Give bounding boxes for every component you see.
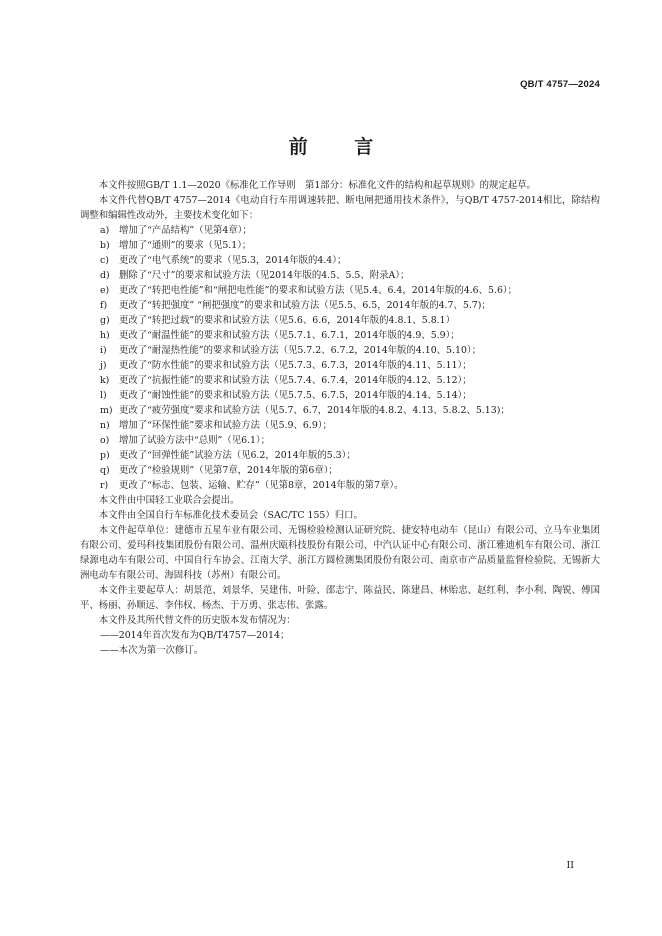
list-item-text: 增加了“产品结构”（见第4章）； bbox=[119, 225, 252, 236]
list-item bbox=[80, 373, 600, 388]
list-item bbox=[80, 343, 600, 358]
list-item bbox=[80, 448, 600, 463]
list-item bbox=[80, 358, 600, 373]
list-item-text: 更改了“耐蚀性能”的要求和试验方法（见5.7.5、6.7.5，2014年版的4.14、5.14）； bbox=[119, 390, 472, 401]
list-item-label: p) bbox=[100, 450, 110, 461]
proposer-paragraph: 本文件由中国轻工业联合会提出。 bbox=[98, 495, 240, 506]
list-item-label: d) bbox=[100, 270, 110, 281]
list-item-label: o) bbox=[100, 435, 110, 446]
list-item-label: k) bbox=[100, 375, 110, 386]
list-item-text: 更改了“电气系统”的要求（见5.3，2014年版的4.4）； bbox=[119, 255, 347, 266]
list-item-text: 更改了“疲劳强度”要求和试验方法（见5.7、6.7，2014年版的4.8.2、4.13、5.8.2、5.13)； bbox=[119, 405, 510, 416]
list-item-text: 增加了“通则”的要求（见5.1）； bbox=[119, 240, 252, 251]
page-title: 前 言 bbox=[288, 136, 394, 158]
list-item-label: j) bbox=[100, 360, 107, 371]
list-item bbox=[80, 268, 600, 283]
drafting-units-paragraph: 本文件起草单位：建德市五星车业有限公司、无锡检验检测认证研究院、捷安特电动车（昆山）有限公司、立马车业集团有限公司、爱玛科技集团股份有限公司、温州庆瓯科技股份有限公司、中汽认证中心有限公司、浙江雅迪机车有限公司、浙江绿源电动车有限公司、中国自行车协会、江南大学、浙江方圆检测集团股份有限公司、南京市产品质量监督检验院、无锡新大洲电动车有限公司、海固科技（苏州）有限公司。 bbox=[80, 525, 600, 581]
list-item-text: 更改了“标志、包装、运输、贮存”（见第8章，2014年版的第7章）。 bbox=[119, 480, 404, 491]
list-item-label: h) bbox=[100, 330, 110, 341]
list-item-label: i) bbox=[100, 345, 107, 356]
list-item-text: 更改了“回弹性能”试验方法（见6.2，2014年版的5.3）； bbox=[119, 450, 356, 461]
list-item bbox=[80, 463, 600, 478]
list-item bbox=[80, 298, 600, 313]
list-item-text: 更改了“转把强度” “闸把强度”的要求和试验方法（见5.5、6.5，2014年版的4.7、5.7)； bbox=[119, 300, 491, 311]
list-item bbox=[80, 313, 600, 328]
list-item bbox=[80, 253, 600, 268]
technical-changes-list bbox=[80, 223, 600, 493]
list-item-label: a) bbox=[100, 225, 110, 236]
page-number: II bbox=[566, 860, 574, 871]
list-item-label: q) bbox=[100, 465, 110, 476]
intro-paragraph: 本文件代替QB/T 4757—2014《电动自行车用调速转把、断电闸把通用技术条件》，与QB/T 4757-2014相比，除结构调整和编辑性改动外，主要技术变化如下： bbox=[80, 195, 600, 221]
list-item-text: 更改了“转把电性能”和“闸把电性能”的要求和试验方法（见5.4、6.4，2014年版的4.6、5.6）； bbox=[119, 285, 517, 296]
list-item-text: 增加了“环保性能”要求和试验方法（见5.9、6.9）； bbox=[119, 420, 332, 431]
list-item-text: 更改了“耐湿热性能”的要求和试验方法（见5.7.2、6.7.2，2014年版的4.10、5.10）； bbox=[119, 345, 481, 356]
list-item bbox=[80, 223, 600, 238]
list-item-label: l) bbox=[100, 390, 107, 401]
list-item-label: r) bbox=[100, 480, 109, 491]
intro-paragraph: 本文件按照GB/T 1.1—2020《标准化工作导则 第1部分：标准化文件的结构和起草规则》的规定起草。 bbox=[98, 180, 536, 191]
list-item-label: c) bbox=[100, 255, 109, 266]
list-item bbox=[80, 433, 600, 448]
list-item-text: 删除了“尺寸”的要求和试验方法（见2014年版的4.5、5.5、附录A）； bbox=[119, 270, 410, 281]
list-item-text: 更改了“转把过载”的要求和试验方法（见5.6、6.6，2014年版的4.8.1、5.8.1） bbox=[119, 315, 455, 326]
list-item bbox=[80, 478, 600, 493]
list-item-text: 更改了“防水性能”的要求和试验方法（见5.7.3、6.7.3，2014年版的4.11、5.11）； bbox=[119, 360, 472, 371]
history-item: ——2014年首次发布为QB/T4757—2014； bbox=[100, 630, 290, 641]
drafters-paragraph: 本文件主要起草人：胡景范、刘景华、吴建伟、叶险、邵志宁、陈益民、陈建昌、林贻忠、赵红利、李小利、陶锐、傅国平、杨丽、孙顺远、李伟权、杨杰、于万勇、张志伟、张露。 bbox=[80, 585, 600, 611]
list-item-text: 更改了“抗振性能”的要求和试验方法（见5.7.4、6.7.4，2014年版的4.12、5.12）； bbox=[119, 375, 472, 386]
list-item-label: g) bbox=[100, 315, 110, 326]
list-item-text: 增加了试验方法中“总则”（见6.1）； bbox=[119, 435, 271, 446]
list-item bbox=[80, 328, 600, 343]
list-item bbox=[80, 418, 600, 433]
history-heading: 本文件及其所代替文件的历史版本发布情况为： bbox=[98, 615, 296, 626]
committee-paragraph: 本文件由全国自行车标准化技术委员会（SAC/TC 155）归口。 bbox=[98, 510, 363, 521]
list-item-label: n) bbox=[100, 420, 110, 431]
list-item-text: 更改了“耐温性能”的要求和试验方法（见5.7.1、6.7.1，2014年版的4.9、5.9）； bbox=[119, 330, 460, 341]
list-item-label: m) bbox=[100, 405, 113, 416]
list-item-label: e) bbox=[100, 285, 110, 296]
standard-code: QB/T 4757—2024 bbox=[520, 79, 600, 90]
list-item bbox=[80, 283, 600, 298]
history-item: ——本次为第一次修订。 bbox=[100, 645, 204, 656]
list-item-label: f) bbox=[100, 300, 108, 311]
list-item bbox=[80, 238, 600, 253]
list-item bbox=[80, 403, 600, 418]
list-item-label: b) bbox=[100, 240, 110, 251]
list-item bbox=[80, 388, 600, 403]
document-body bbox=[80, 178, 600, 658]
list-item-text: 更改了“检验规则”（见第7章，2014年版的第6章）； bbox=[119, 465, 338, 476]
